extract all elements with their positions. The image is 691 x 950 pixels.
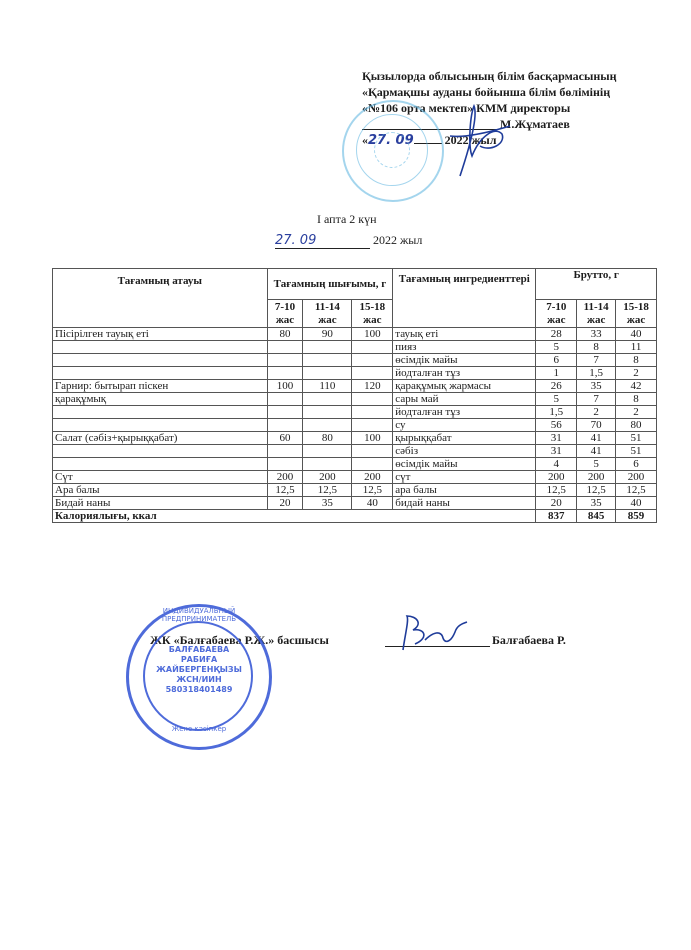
- ingredient-cell: ара балы: [393, 484, 536, 497]
- brutto-15-18-cell: 40: [616, 328, 657, 341]
- brutto-15-18-cell: 2: [616, 406, 657, 419]
- brutto-7-10-cell: 4: [536, 458, 577, 471]
- brutto-15-18-cell: 200: [616, 471, 657, 484]
- approval-line-2: «Қармақшы ауданы бойынша білім бөлімінің: [362, 85, 611, 99]
- table-row: [53, 471, 657, 484]
- brutto-11-14-cell: 200: [577, 471, 616, 484]
- portion-7-10-cell: 80: [267, 328, 303, 341]
- brutto-15-18-cell: 6: [616, 458, 657, 471]
- table-row: [53, 328, 657, 341]
- dish-cell: [53, 419, 268, 432]
- brutto-7-10-cell: 5: [536, 341, 577, 354]
- brutto-11-14-cell: 35: [577, 497, 616, 510]
- brutto-11-14-cell: 12,5: [577, 484, 616, 497]
- menu-date-suffix: 2022 жыл: [373, 233, 423, 247]
- menu-date: [275, 233, 422, 249]
- stamp-top-text: ИНДИВИДУАЛЬНЫЙ ПРЕДПРИНИМАТЕЛЬ: [161, 607, 237, 623]
- portion-15-18-cell: 40: [352, 497, 393, 510]
- brutto-7-10-cell: 12,5: [536, 484, 577, 497]
- dish-cell: [53, 354, 268, 367]
- table-row: [53, 393, 657, 406]
- brutto-7-10-cell: 31: [536, 445, 577, 458]
- portion-11-14-cell: 35: [303, 497, 352, 510]
- brutto-7-10-cell: 56: [536, 419, 577, 432]
- portion-11-14-cell: [303, 458, 352, 471]
- portion-7-10-cell: 100: [267, 380, 303, 393]
- brutto-11-14-cell: 8: [577, 341, 616, 354]
- table-row: [53, 367, 657, 380]
- week-day: I апта 2 күн: [317, 212, 377, 226]
- portion-11-14-cell: 80: [303, 432, 352, 445]
- portion-7-10-cell: 200: [267, 471, 303, 484]
- portion-15-18-cell: 120: [352, 380, 393, 393]
- portion-7-10-cell: [267, 354, 303, 367]
- brutto-15-18-cell: 40: [616, 497, 657, 510]
- dish-cell: қарақұмық: [53, 393, 268, 406]
- brutto-15-18-cell: 12,5: [616, 484, 657, 497]
- brutto-15-18-cell: 51: [616, 432, 657, 445]
- portion-15-18-cell: 12,5: [352, 484, 393, 497]
- menu-date-handwritten: 27. 09: [275, 233, 370, 249]
- stamp-center: [149, 645, 249, 695]
- dish-cell: [53, 458, 268, 471]
- dish-cell: Сүт: [53, 471, 268, 484]
- brutto-15-18-cell: 80: [616, 419, 657, 432]
- approval-line-1: Қызылорда облысының білім басқармасының: [362, 69, 617, 83]
- portion-15-18-cell: 100: [352, 432, 393, 445]
- footer-signature: [395, 610, 470, 655]
- approval-line-3: «№106 орта мектеп» КММ директоры: [362, 101, 571, 115]
- dish-cell: Салат (сәбіз+қырыққабат): [53, 432, 268, 445]
- portion-11-14-cell: [303, 393, 352, 406]
- ingredient-cell: сәбіз: [393, 445, 536, 458]
- header-brutto-age-15-18: 15-18 жас: [616, 300, 657, 328]
- portion-15-18-cell: [352, 406, 393, 419]
- ingredient-cell: сары май: [393, 393, 536, 406]
- brutto-7-10-cell: 6: [536, 354, 577, 367]
- portion-15-18-cell: [352, 341, 393, 354]
- calories-11-14: 845: [577, 510, 616, 523]
- brutto-15-18-cell: 51: [616, 445, 657, 458]
- brutto-11-14-cell: 1,5: [577, 367, 616, 380]
- portion-15-18-cell: [352, 419, 393, 432]
- header-ingredients: Тағамның ингредиенттері: [393, 269, 536, 328]
- brutto-11-14-cell: 33: [577, 328, 616, 341]
- ingredient-cell: йодталған тұз: [393, 367, 536, 380]
- dish-cell: [53, 406, 268, 419]
- calories-7-10: 837: [536, 510, 577, 523]
- ingredient-cell: қарақұмық жармасы: [393, 380, 536, 393]
- table-row: [53, 497, 657, 510]
- table-row: [53, 458, 657, 471]
- brutto-11-14-cell: 70: [577, 419, 616, 432]
- header-portion-age-15-18: 15-18 жас: [352, 300, 393, 328]
- brutto-11-14-cell: 41: [577, 445, 616, 458]
- header-brutto: Брутто, г: [536, 269, 657, 300]
- portion-11-14-cell: [303, 354, 352, 367]
- ingredient-cell: пияз: [393, 341, 536, 354]
- ingredient-cell: бидай наны: [393, 497, 536, 510]
- stamp-name-1: БАЛҒАБАЕВА: [168, 645, 230, 654]
- dish-cell: Ара балы: [53, 484, 268, 497]
- portion-15-18-cell: 200: [352, 471, 393, 484]
- portion-11-14-cell: [303, 341, 352, 354]
- brutto-15-18-cell: 8: [616, 393, 657, 406]
- ingredient-cell: өсімдік майы: [393, 354, 536, 367]
- approval-date: «27. 09 2022 жыл: [362, 133, 497, 148]
- brutto-15-18-cell: 8: [616, 354, 657, 367]
- portion-7-10-cell: [267, 458, 303, 471]
- portion-11-14-cell: [303, 419, 352, 432]
- portion-15-18-cell: [352, 458, 393, 471]
- brutto-11-14-cell: 35: [577, 380, 616, 393]
- stamp-iin-label: ЖСН/ИИН: [176, 675, 222, 684]
- brutto-7-10-cell: 20: [536, 497, 577, 510]
- brutto-11-14-cell: 5: [577, 458, 616, 471]
- calories-row: [53, 510, 657, 523]
- portion-7-10-cell: [267, 419, 303, 432]
- header-portion-age-7-10: 7-10 жас: [267, 300, 303, 328]
- portion-7-10-cell: 20: [267, 497, 303, 510]
- table-row: [53, 380, 657, 393]
- menu-table-body: [53, 328, 657, 510]
- ingredient-cell: йодталған тұз: [393, 406, 536, 419]
- portion-11-14-cell: [303, 445, 352, 458]
- portion-7-10-cell: [267, 341, 303, 354]
- brutto-11-14-cell: 7: [577, 354, 616, 367]
- ingredient-cell: өсімдік майы: [393, 458, 536, 471]
- brutto-7-10-cell: 28: [536, 328, 577, 341]
- dish-cell: [53, 367, 268, 380]
- dish-cell: Бидай наны: [53, 497, 268, 510]
- approver-name: М.Жұматаев: [500, 117, 570, 131]
- approval-date-suffix: 2022 жыл: [444, 133, 497, 147]
- portion-7-10-cell: [267, 367, 303, 380]
- portion-7-10-cell: 60: [267, 432, 303, 445]
- brutto-11-14-cell: 2: [577, 406, 616, 419]
- brutto-15-18-cell: 42: [616, 380, 657, 393]
- portion-15-18-cell: [352, 393, 393, 406]
- footer-org-label: ЖК «Балғабаева Р.Ж.» басшысы: [150, 633, 329, 647]
- ingredient-cell: қырыққабат: [393, 432, 536, 445]
- portion-11-14-cell: 200: [303, 471, 352, 484]
- entrepreneur-stamp: [126, 604, 272, 750]
- portion-7-10-cell: [267, 406, 303, 419]
- table-row: [53, 419, 657, 432]
- stamp-iin: 580318401489: [165, 685, 233, 694]
- portion-11-14-cell: 12,5: [303, 484, 352, 497]
- approval-date-handwritten: 27. 09: [368, 133, 414, 148]
- table-row: [53, 354, 657, 367]
- brutto-7-10-cell: 1,5: [536, 406, 577, 419]
- table-row: [53, 445, 657, 458]
- director-signature: [440, 96, 520, 186]
- portion-7-10-cell: [267, 393, 303, 406]
- portion-11-14-cell: 90: [303, 328, 352, 341]
- stamp-bottom-text: Жеке кәсіпкер: [171, 725, 227, 733]
- header-portion: Тағамның шығымы, г: [267, 269, 393, 300]
- stamp-name-3: ЖАЙБЕРГЕНҚЫЗЫ: [156, 665, 242, 674]
- calories-label: Калориялығы, ккал: [53, 510, 536, 523]
- brutto-15-18-cell: 11: [616, 341, 657, 354]
- portion-7-10-cell: 12,5: [267, 484, 303, 497]
- table-row: [53, 406, 657, 419]
- portion-7-10-cell: [267, 445, 303, 458]
- portion-11-14-cell: 110: [303, 380, 352, 393]
- brutto-7-10-cell: 5: [536, 393, 577, 406]
- brutto-7-10-cell: 1: [536, 367, 577, 380]
- brutto-7-10-cell: 200: [536, 471, 577, 484]
- portion-15-18-cell: [352, 354, 393, 367]
- brutto-15-18-cell: 2: [616, 367, 657, 380]
- portion-15-18-cell: [352, 445, 393, 458]
- portion-15-18-cell: [352, 367, 393, 380]
- table-row: [53, 484, 657, 497]
- stamp-name-2: РАБИҒА: [180, 655, 218, 664]
- brutto-11-14-cell: 41: [577, 432, 616, 445]
- ingredient-cell: тауық еті: [393, 328, 536, 341]
- dish-cell: Пісірілген тауық еті: [53, 328, 268, 341]
- ingredient-cell: сүт: [393, 471, 536, 484]
- dish-cell: [53, 341, 268, 354]
- school-stamp: [342, 100, 444, 202]
- header-portion-age-11-14: 11-14 жас: [303, 300, 352, 328]
- portion-11-14-cell: [303, 367, 352, 380]
- footer-name: Балғабаева Р.: [492, 633, 566, 647]
- brutto-7-10-cell: 31: [536, 432, 577, 445]
- header-brutto-age-7-10: 7-10 жас: [536, 300, 577, 328]
- dish-cell: [53, 445, 268, 458]
- brutto-11-14-cell: 7: [577, 393, 616, 406]
- header-brutto-age-11-14: 11-14 жас: [577, 300, 616, 328]
- ingredient-cell: су: [393, 419, 536, 432]
- menu-table: [52, 268, 657, 523]
- calories-15-18: 859: [616, 510, 657, 523]
- portion-15-18-cell: 100: [352, 328, 393, 341]
- portion-11-14-cell: [303, 406, 352, 419]
- dish-cell: Гарнир: бытырап піскен: [53, 380, 268, 393]
- header-dish-name: Тағамның атауы: [53, 269, 268, 328]
- brutto-7-10-cell: 26: [536, 380, 577, 393]
- table-row: [53, 432, 657, 445]
- table-row: [53, 341, 657, 354]
